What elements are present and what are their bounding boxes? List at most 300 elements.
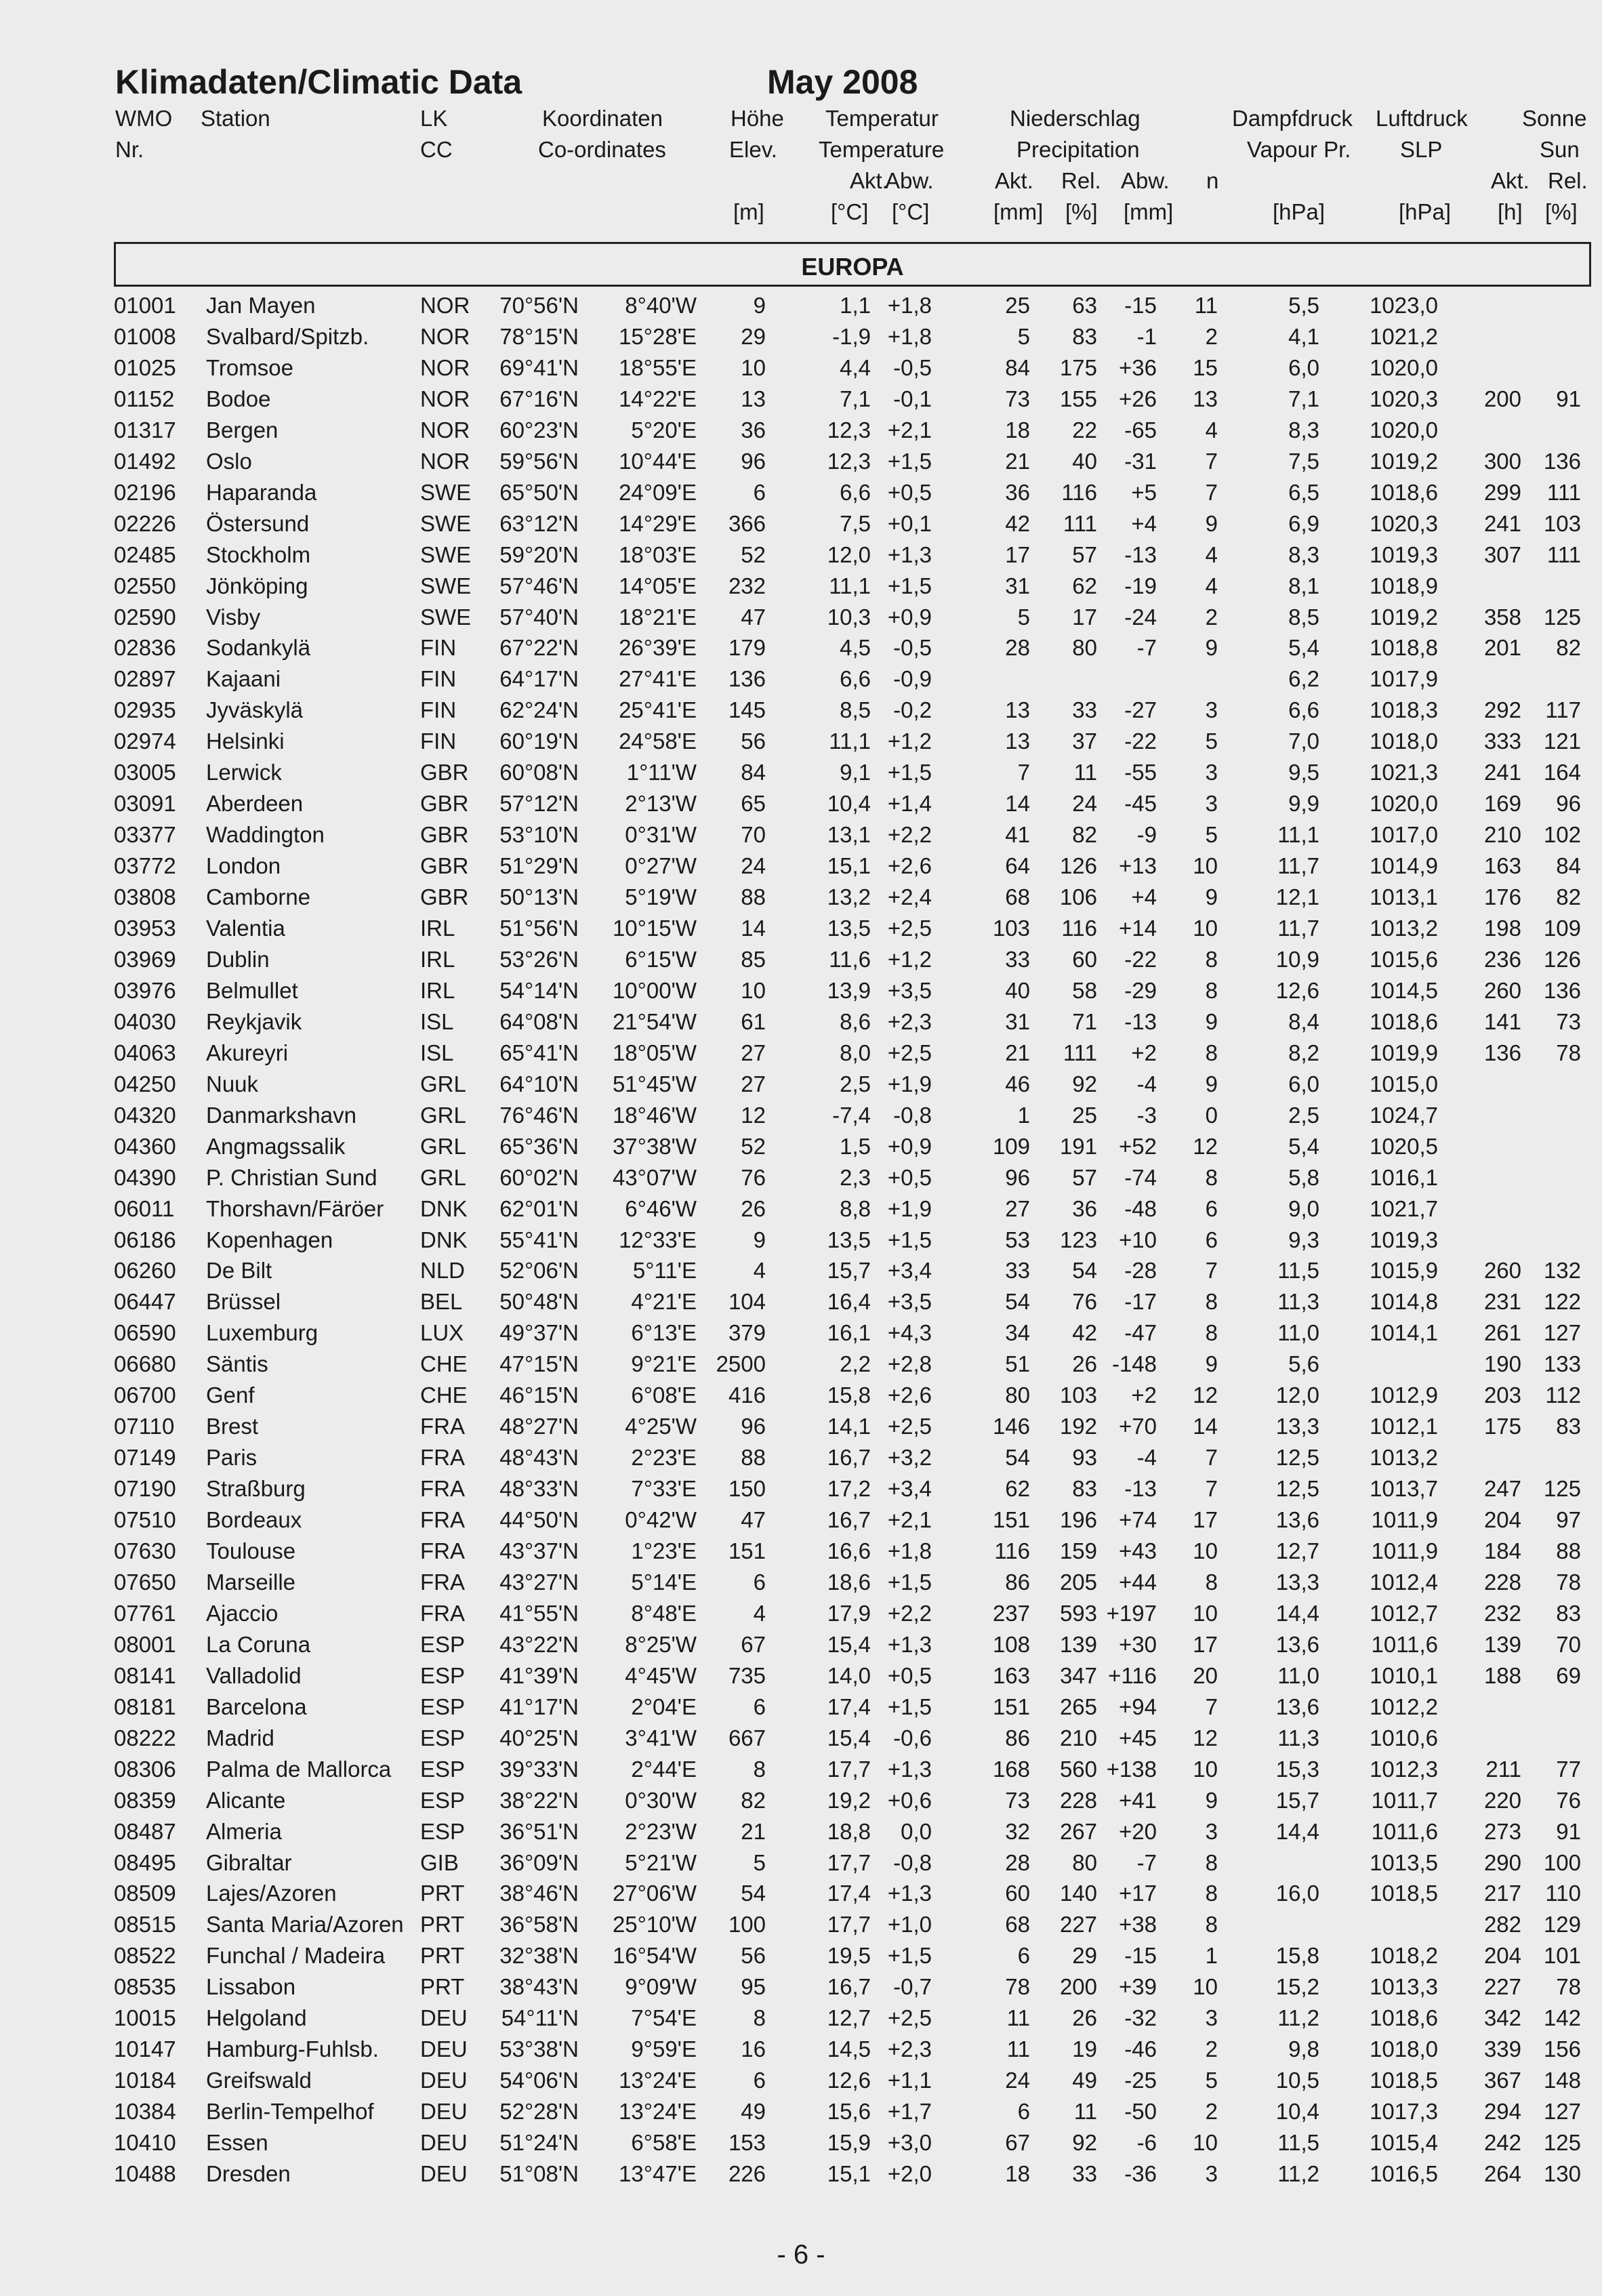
lon-cell: 9°21'E	[631, 1351, 697, 1377]
prec-n-cell: 7	[1205, 1445, 1218, 1471]
prec-rel-cell: 71	[1072, 1008, 1097, 1034]
lon-cell: 18°21'E	[619, 604, 697, 630]
lon-cell: 2°44'E	[631, 1756, 697, 1782]
prec-akt-cell: 73	[1005, 1787, 1030, 1813]
hdr-elev-en: Elev.	[729, 137, 777, 162]
temp-akt-cell: 15,8	[827, 1382, 871, 1408]
elev-cell: 735	[728, 1662, 766, 1688]
temp-akt-cell: 17,9	[827, 1600, 871, 1626]
lon-cell: 37°38'W	[612, 1133, 697, 1159]
sun-pct-cell: 73	[1556, 1008, 1581, 1034]
temp-akt-cell: 16,6	[827, 1538, 871, 1563]
sun-h-cell: 231	[1483, 1289, 1521, 1315]
cc-cell: DEU	[420, 2036, 468, 2062]
cc-cell: FRA	[420, 1538, 465, 1563]
elev-cell: 4	[753, 1258, 766, 1284]
wmo-cell: 04063	[114, 1040, 176, 1065]
lat-cell: 60°08'N	[499, 760, 579, 785]
vap-cell: 8,4	[1288, 1008, 1319, 1034]
lon-cell: 14°29'E	[619, 510, 697, 536]
vap-cell: 15,2	[1275, 1974, 1319, 2000]
station-cell: Greifswald	[206, 2068, 312, 2093]
sun-h-cell: 294	[1483, 2099, 1521, 2125]
lon-cell: 1°23'E	[631, 1538, 697, 1563]
prec-akt-cell: 67	[1005, 2130, 1030, 2156]
section-header-box	[114, 242, 1591, 287]
sun-pct-cell: 110	[1545, 1881, 1581, 1906]
station-cell: Luxemburg	[206, 1320, 319, 1346]
prec-n-cell: 8	[1205, 1040, 1218, 1065]
temp-akt-cell: 6,6	[840, 666, 871, 692]
vap-cell: 14,4	[1275, 1818, 1319, 1844]
prec-rel-cell: 57	[1072, 541, 1097, 567]
prec-n-cell: 2	[1205, 323, 1218, 349]
prec-akt-cell: 5	[1017, 604, 1030, 630]
temp-abw-cell: -0,7	[893, 1974, 932, 2000]
prec-abw-cell: -31	[1124, 448, 1157, 474]
prec-rel-cell: 80	[1072, 635, 1097, 661]
cc-cell: PRT	[420, 1881, 465, 1906]
prec-n-cell: 8	[1205, 1881, 1218, 1906]
slp-cell: 1016,5	[1370, 2161, 1438, 2186]
prec-akt-cell: 116	[994, 1538, 1030, 1563]
elev-cell: 95	[741, 1974, 766, 2000]
sun-pct-cell: 82	[1556, 635, 1581, 661]
slp-cell: 1020,3	[1370, 386, 1438, 411]
slp-cell: 1011,6	[1371, 1818, 1438, 1844]
wmo-cell: 02226	[114, 510, 176, 536]
sun-pct-cell: 164	[1543, 760, 1581, 785]
temp-abw-cell: +2,3	[887, 2036, 932, 2062]
prec-n-cell: 10	[1193, 1974, 1218, 2000]
elev-cell: 76	[741, 1164, 766, 1190]
cc-cell: ESP	[420, 1787, 466, 1813]
prec-akt-cell: 32	[1005, 1818, 1030, 1844]
slp-cell: 1014,5	[1370, 977, 1438, 1003]
table-row	[0, 1660, 1602, 1692]
temp-abw-cell: +1,5	[887, 573, 932, 598]
slp-cell: 1018,0	[1370, 2036, 1438, 2062]
hdr-vap-en: Vapour Pr.	[1247, 137, 1351, 162]
lat-cell: 52°06'N	[499, 1258, 579, 1284]
cc-cell: GRL	[420, 1102, 466, 1128]
lat-cell: 48°33'N	[499, 1476, 579, 1502]
lat-cell: 65°41'N	[499, 1040, 579, 1065]
prec-rel-cell: 37	[1072, 729, 1097, 754]
prec-rel-cell: 228	[1059, 1787, 1097, 1813]
slp-cell: 1010,6	[1370, 1725, 1438, 1750]
elev-cell: 96	[741, 1414, 766, 1439]
cc-cell: FRA	[420, 1445, 465, 1471]
hdr-vap-de: Dampfdruck	[1232, 106, 1353, 131]
prec-rel-cell: 26	[1072, 2005, 1097, 2031]
lon-cell: 24°09'E	[619, 479, 697, 505]
station-cell: Gibraltar	[206, 1849, 292, 1875]
sun-pct-cell: 78	[1556, 1040, 1581, 1065]
temp-akt-cell: 13,1	[827, 822, 871, 848]
temp-abw-cell: +2,2	[887, 1600, 932, 1626]
prec-n-cell: 7	[1205, 1476, 1218, 1502]
lon-cell: 8°25'W	[625, 1631, 697, 1657]
table-row	[0, 1504, 1602, 1536]
prec-n-cell: 9	[1205, 1787, 1218, 1813]
prec-abw-cell: -22	[1124, 946, 1157, 972]
prec-rel-cell: 80	[1072, 1849, 1097, 1875]
sun-pct-cell: 83	[1556, 1414, 1581, 1439]
wmo-cell: 03772	[114, 853, 176, 879]
sun-h-cell: 163	[1483, 853, 1521, 879]
prec-n-cell: 9	[1205, 635, 1218, 661]
vap-cell: 12,5	[1275, 1445, 1319, 1471]
wmo-cell: 07650	[114, 1569, 176, 1595]
lon-cell: 18°55'E	[619, 354, 697, 380]
prec-n-cell: 5	[1205, 822, 1218, 848]
cc-cell: BEL	[420, 1289, 463, 1315]
temp-abw-cell: +1,4	[887, 791, 932, 817]
sun-pct-cell: 132	[1543, 1258, 1581, 1284]
slp-cell: 1021,3	[1370, 760, 1438, 785]
unit-prec-rel: [%]	[1065, 199, 1098, 224]
temp-akt-cell: 16,4	[827, 1289, 871, 1315]
table-row	[0, 819, 1602, 850]
temp-abw-cell: +1,9	[887, 1071, 932, 1096]
table-row	[0, 1100, 1602, 1131]
station-cell: Santa Maria/Azoren	[206, 1912, 404, 1938]
sun-h-cell: 188	[1483, 1662, 1521, 1688]
station-cell: Valentia	[206, 916, 285, 941]
station-cell: Aberdeen	[206, 791, 304, 817]
sun-pct-cell: 127	[1543, 2099, 1581, 2125]
vap-cell: 13,3	[1275, 1569, 1319, 1595]
prec-akt-cell: 51	[1005, 1351, 1030, 1377]
wmo-cell: 07510	[114, 1507, 176, 1533]
temp-akt-cell: 15,7	[827, 1258, 871, 1284]
station-cell: Nuuk	[206, 1071, 259, 1096]
station-cell: Dublin	[206, 946, 270, 972]
slp-cell: 1012,9	[1370, 1382, 1438, 1408]
temp-akt-cell: 13,5	[827, 916, 871, 941]
prec-rel-cell: 24	[1072, 791, 1097, 817]
table-row	[0, 1349, 1602, 1380]
cc-cell: FRA	[420, 1507, 465, 1533]
station-cell: Kopenhagen	[206, 1227, 333, 1252]
prec-akt-cell: 68	[1005, 884, 1030, 910]
sun-h-cell: 300	[1483, 448, 1521, 474]
hdr-prec-abw: Abw.	[1121, 168, 1170, 193]
table-row	[0, 1598, 1602, 1629]
lat-cell: 78°15'N	[499, 323, 579, 349]
prec-rel-cell: 205	[1059, 1569, 1097, 1595]
cc-cell: GRL	[420, 1133, 466, 1159]
lon-cell: 18°05'W	[612, 1040, 697, 1065]
hdr-slp-en: SLP	[1400, 137, 1443, 162]
prec-abw-cell: -48	[1124, 1195, 1157, 1221]
sun-h-cell: 333	[1483, 729, 1521, 754]
elev-cell: 153	[728, 2130, 766, 2156]
station-cell: Helgoland	[206, 2005, 307, 2031]
wmo-cell: 04390	[114, 1164, 176, 1190]
prec-abw-cell: -19	[1124, 573, 1157, 598]
station-cell: Tromsoe	[206, 354, 293, 380]
slp-cell: 1015,9	[1370, 1258, 1438, 1284]
station-cell: Valladolid	[206, 1662, 302, 1688]
slp-cell: 1011,6	[1371, 1631, 1438, 1657]
prec-abw-cell: +43	[1119, 1538, 1157, 1563]
temp-akt-cell: 8,0	[840, 1040, 871, 1065]
sun-pct-cell: 83	[1556, 1600, 1581, 1626]
prec-akt-cell: 33	[1005, 1258, 1030, 1284]
elev-cell: 88	[741, 884, 766, 910]
table-row	[0, 1317, 1602, 1349]
vap-cell: 9,9	[1288, 791, 1319, 817]
prec-abw-cell: -4	[1136, 1445, 1157, 1471]
cc-cell: FRA	[420, 1476, 465, 1502]
table-row	[0, 290, 1602, 321]
lon-cell: 5°20'E	[631, 417, 697, 443]
elev-cell: 179	[728, 635, 766, 661]
vap-cell: 13,6	[1275, 1507, 1319, 1533]
temp-akt-cell: 17,4	[827, 1881, 871, 1906]
sun-h-cell: 198	[1483, 916, 1521, 941]
sun-h-cell: 176	[1483, 884, 1521, 910]
station-cell: Hamburg-Fuhlsb.	[206, 2036, 379, 2062]
prec-abw-cell: +26	[1119, 386, 1157, 411]
elev-cell: 6	[753, 479, 766, 505]
sun-h-cell: 217	[1483, 1881, 1521, 1906]
slp-cell: 1013,2	[1370, 916, 1438, 941]
lat-cell: 59°20'N	[499, 541, 579, 567]
lat-cell: 64°17'N	[499, 666, 579, 692]
temp-abw-cell: -0,9	[893, 666, 932, 692]
wmo-cell: 08522	[114, 1943, 176, 1969]
wmo-cell: 10488	[114, 2161, 176, 2186]
vap-cell: 12,1	[1275, 884, 1319, 910]
slp-cell: 1011,9	[1371, 1507, 1438, 1533]
prec-rel-cell: 155	[1059, 386, 1097, 411]
sun-pct-cell: 156	[1543, 2036, 1581, 2062]
temp-abw-cell: +2,6	[887, 853, 932, 879]
prec-rel-cell: 92	[1072, 2130, 1097, 2156]
cc-cell: ESP	[420, 1631, 466, 1657]
lon-cell: 43°07'W	[612, 1164, 697, 1190]
sun-h-cell: 367	[1483, 2068, 1521, 2093]
wmo-cell: 07630	[114, 1538, 176, 1563]
lon-cell: 12°33'E	[619, 1227, 697, 1252]
prec-n-cell: 20	[1193, 1662, 1218, 1688]
wmo-cell: 07110	[114, 1414, 175, 1439]
temp-akt-cell: 19,5	[827, 1943, 871, 1969]
station-cell: P. Christian Sund	[206, 1164, 377, 1190]
prec-rel-cell: 191	[1059, 1133, 1097, 1159]
vap-cell: 9,5	[1288, 760, 1319, 785]
cc-cell: GBR	[420, 884, 469, 910]
sun-h-cell: 232	[1483, 1600, 1521, 1626]
temp-abw-cell: +1,5	[887, 448, 932, 474]
prec-akt-cell: 73	[1005, 386, 1030, 411]
vap-cell: 9,0	[1288, 1195, 1319, 1221]
vap-cell: 11,0	[1277, 1320, 1319, 1346]
slp-cell: 1019,3	[1370, 541, 1438, 567]
sun-pct-cell: 103	[1543, 510, 1581, 536]
prec-abw-cell: +2	[1131, 1040, 1157, 1065]
table-row	[0, 1069, 1602, 1100]
cc-cell: ESP	[420, 1756, 466, 1782]
lon-cell: 0°31'W	[625, 822, 697, 848]
temp-akt-cell: 15,4	[827, 1631, 871, 1657]
elev-cell: 27	[741, 1040, 766, 1065]
table-row	[0, 2003, 1602, 2034]
table-row	[0, 1723, 1602, 1754]
hdr-elev-de: Höhe	[731, 106, 784, 131]
lon-cell: 6°46'W	[625, 1195, 697, 1221]
cc-cell: IRL	[420, 916, 455, 941]
cc-cell: NLD	[420, 1258, 466, 1284]
vap-cell: 11,7	[1277, 916, 1319, 941]
sun-h-cell: 136	[1483, 1040, 1521, 1065]
table-row	[0, 1286, 1602, 1317]
table-row	[0, 1442, 1602, 1473]
station-cell: Kajaani	[206, 666, 281, 692]
elev-cell: 26	[741, 1195, 766, 1221]
vap-cell: 7,0	[1288, 729, 1319, 754]
prec-akt-cell: 25	[1005, 293, 1030, 318]
vap-cell: 7,5	[1288, 448, 1319, 474]
elev-cell: 67	[741, 1631, 766, 1657]
cc-cell: FRA	[420, 1414, 465, 1439]
temp-abw-cell: +2,5	[887, 1414, 932, 1439]
temp-akt-cell: 17,7	[827, 1912, 871, 1938]
lat-cell: 43°27'N	[499, 1569, 579, 1595]
lat-cell: 70°56'N	[499, 293, 579, 318]
lat-cell: 50°48'N	[499, 1289, 579, 1315]
lon-cell: 6°13'E	[631, 1320, 697, 1346]
elev-cell: 36	[741, 417, 766, 443]
prec-rel-cell: 11	[1073, 760, 1097, 785]
temp-abw-cell: +3,5	[887, 977, 932, 1003]
lon-cell: 5°11'E	[632, 1258, 697, 1284]
station-cell: London	[206, 853, 281, 879]
cc-cell: FIN	[420, 697, 457, 723]
cc-cell: ESP	[420, 1662, 466, 1688]
vap-cell: 16,0	[1275, 1881, 1319, 1906]
prec-n-cell: 4	[1205, 573, 1218, 598]
cc-cell: ESP	[420, 1694, 466, 1719]
elev-cell: 49	[741, 2099, 766, 2125]
elev-cell: 24	[741, 853, 766, 879]
prec-n-cell: 6	[1205, 1227, 1218, 1252]
sun-pct-cell: 91	[1556, 1818, 1581, 1844]
wmo-cell: 04030	[114, 1008, 176, 1034]
prec-n-cell: 7	[1205, 479, 1218, 505]
station-cell: Haparanda	[206, 479, 317, 505]
slp-cell: 1014,8	[1370, 1289, 1438, 1315]
slp-cell: 1018,5	[1370, 1881, 1438, 1906]
slp-cell: 1020,0	[1370, 354, 1438, 380]
vap-cell: 4,1	[1288, 323, 1319, 349]
lat-cell: 62°24'N	[499, 697, 579, 723]
hdr-cc: CC	[420, 137, 453, 162]
cc-cell: DEU	[420, 2005, 468, 2031]
prec-n-cell: 10	[1193, 1756, 1218, 1782]
station-cell: Jan Mayen	[206, 293, 316, 318]
slp-cell: 1013,5	[1370, 1849, 1438, 1875]
wmo-cell: 03808	[114, 884, 176, 910]
vap-cell: 12,5	[1275, 1476, 1319, 1502]
sun-pct-cell: 102	[1543, 822, 1581, 848]
vap-cell: 10,5	[1275, 2068, 1319, 2093]
prec-n-cell: 12	[1193, 1725, 1218, 1750]
prec-rel-cell: 22	[1072, 417, 1097, 443]
prec-abw-cell: +20	[1119, 1818, 1157, 1844]
table-row	[0, 477, 1602, 508]
table-row	[0, 539, 1602, 571]
lon-cell: 9°59'E	[631, 2036, 697, 2062]
cc-cell: FIN	[420, 666, 457, 692]
wmo-cell: 06186	[114, 1227, 176, 1252]
prec-akt-cell: 27	[1005, 1195, 1030, 1221]
wmo-cell: 06590	[114, 1320, 176, 1346]
lon-cell: 13°47'E	[619, 2161, 697, 2186]
prec-abw-cell: -47	[1124, 1320, 1157, 1346]
temp-abw-cell: +1,2	[887, 729, 932, 754]
slp-cell: 1020,5	[1370, 1133, 1438, 1159]
temp-akt-cell: 16,7	[827, 1445, 871, 1471]
vap-cell: 12,0	[1275, 1382, 1319, 1408]
prec-akt-cell: 6	[1017, 1943, 1030, 1969]
prec-n-cell: 14	[1193, 1414, 1218, 1439]
prec-akt-cell: 86	[1005, 1725, 1030, 1750]
lon-cell: 10°15'W	[612, 916, 697, 941]
prec-abw-cell: +70	[1119, 1414, 1157, 1439]
temp-abw-cell: +2,0	[887, 2161, 932, 2186]
cc-cell: NOR	[420, 417, 470, 443]
temp-akt-cell: 1,5	[840, 1133, 871, 1159]
temp-abw-cell: +1,3	[887, 541, 932, 567]
station-cell: Essen	[206, 2130, 268, 2156]
prec-abw-cell: +116	[1108, 1662, 1157, 1688]
prec-akt-cell: 146	[992, 1414, 1030, 1439]
wmo-cell: 07190	[114, 1476, 176, 1502]
temp-abw-cell: +3,5	[887, 1289, 932, 1315]
vap-cell: 11,5	[1277, 1258, 1319, 1284]
temp-abw-cell: +1,8	[887, 323, 932, 349]
sun-h-cell: 228	[1483, 1569, 1521, 1595]
hdr-prec-de: Niederschlag	[1010, 106, 1141, 131]
elev-cell: 104	[728, 1289, 766, 1315]
elev-cell: 379	[728, 1320, 766, 1346]
prec-n-cell: 3	[1205, 697, 1218, 723]
hdr-coord-en: Co-ordinates	[538, 137, 666, 162]
station-cell: Palma de Mallorca	[206, 1756, 392, 1782]
lat-cell: 38°43'N	[499, 1974, 579, 2000]
slp-cell: 1011,9	[1371, 1538, 1438, 1563]
wmo-cell: 02550	[114, 573, 176, 598]
temp-abw-cell: +2,2	[887, 822, 932, 848]
slp-cell: 1016,1	[1370, 1164, 1438, 1190]
elev-cell: 21	[741, 1818, 766, 1844]
prec-n-cell: 7	[1205, 448, 1218, 474]
lat-cell: 41°55'N	[499, 1600, 579, 1626]
hdr-prec-n: n	[1206, 168, 1219, 193]
temp-abw-cell: +2,5	[887, 916, 932, 941]
station-cell: Lerwick	[206, 760, 282, 785]
elev-cell: 8	[753, 1756, 766, 1782]
sun-h-cell: 204	[1483, 1943, 1521, 1969]
station-cell: Oslo	[206, 448, 252, 474]
vap-cell: 8,3	[1288, 541, 1319, 567]
prec-n-cell: 12	[1193, 1133, 1218, 1159]
lat-cell: 50°13'N	[499, 884, 579, 910]
